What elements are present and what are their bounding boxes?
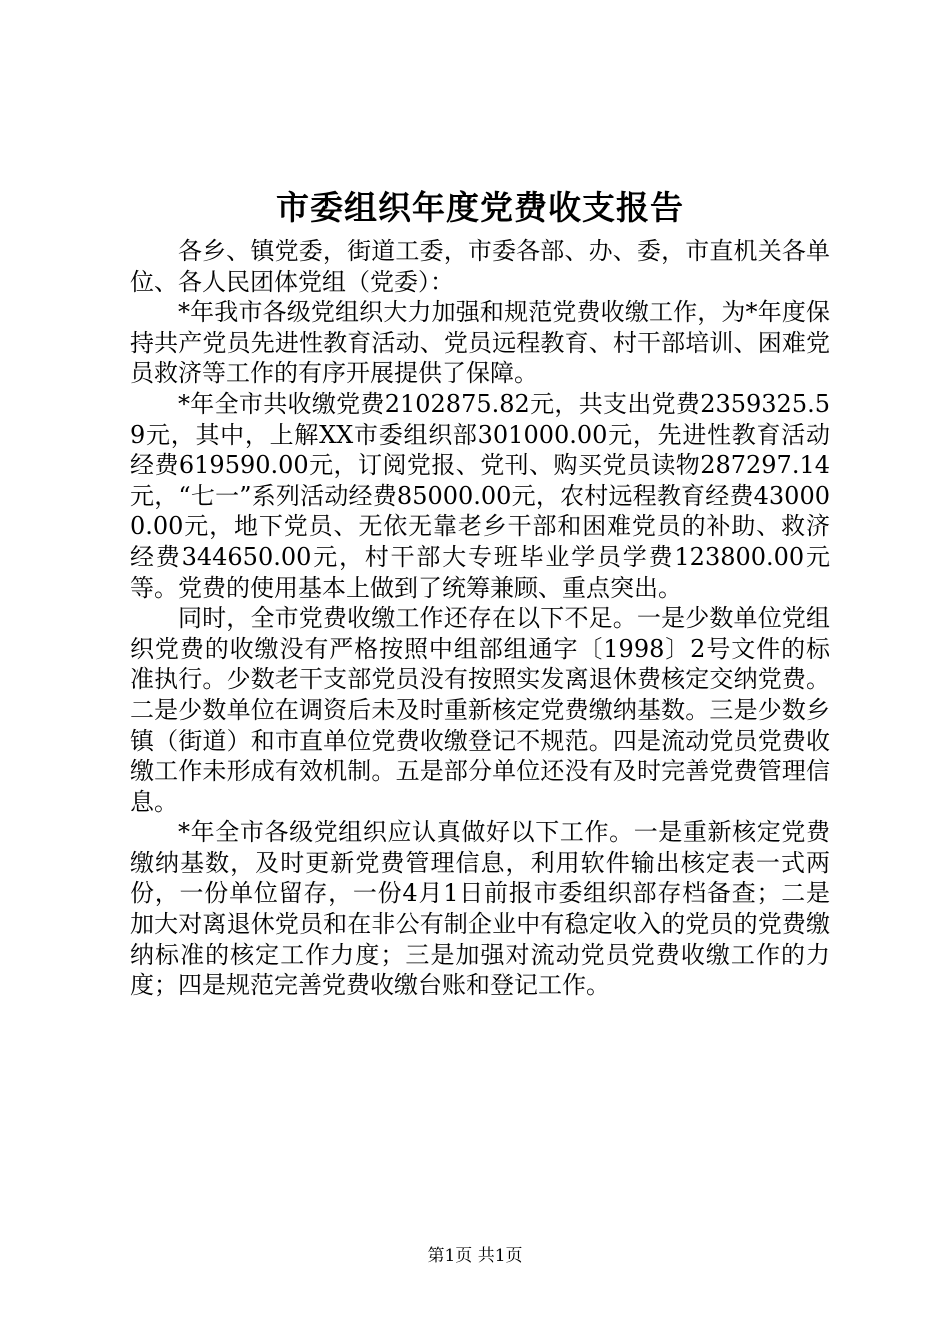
page-footer: 第1页 共1页 bbox=[427, 1246, 523, 1266]
salutation-paragraph: 各乡、镇党委，街道工委，市委各部、办、委，市直机关各单位、各人民团体党组（党委）： bbox=[130, 237, 830, 296]
tasks-paragraph: *年全市各级党组织应认真做好以下工作。一是重新核定党费缴纳基数，及时更新党费管理信息，利用软件输出核定表一式两份，一份单位留存，一份4月1日前报市委组织部存档备查；二是加大对离退休党员和在非公有制企业中有稳定收入的党员的党费缴纳标准的核定工作力度；三是加强对流动党员党费收缴工作的力度；四是规范完善党费收缴台账和登记工作。 bbox=[130, 818, 830, 1000]
finance-paragraph: *年全市共收缴党费2102875.82元，共支出党费2359325.59元，其中，上解XX市委组织部301000.00元，先进性教育活动经费619590.00元，订阅党报、党刊、购买党员读物287297.14元，“七一”系列活动经费85000.00元，农村远程教育经费430000.00元，地下党员、无依无靠老乡干部和困难党员的补助、救济经费344650.00元，村干部大专班毕业学员学费123800.00元等。党费的使用基本上做到了统筹兼顾、重点突出。 bbox=[130, 389, 830, 602]
intro-paragraph: *年我市各级党组织大力加强和规范党费收缴工作，为*年度保持共产党员先进性教育活动、党员远程教育、村干部培训、困难党员救济等工作的有序开展提供了保障。 bbox=[130, 298, 830, 388]
document-title: 市委组织年度党费收支报告 bbox=[276, 188, 684, 227]
document-body bbox=[130, 236, 830, 1001]
shortcomings-paragraph: 同时，全市党费收缴工作还存在以下不足。一是少数单位党组织党费的收缴没有严格按照中组部组通字〔1998〕2号文件的标准执行。少数老干支部党员没有按照实发离退休费核定交纳党费。二是少数单位在调资后未及时重新核定党费缴纳基数。三是少数乡镇（街道）和市直单位党费收缴登记不规范。四是流动党员党费收缴工作未形成有效机制。五是部分单位还没有及时完善党费管理信息。 bbox=[130, 604, 830, 816]
